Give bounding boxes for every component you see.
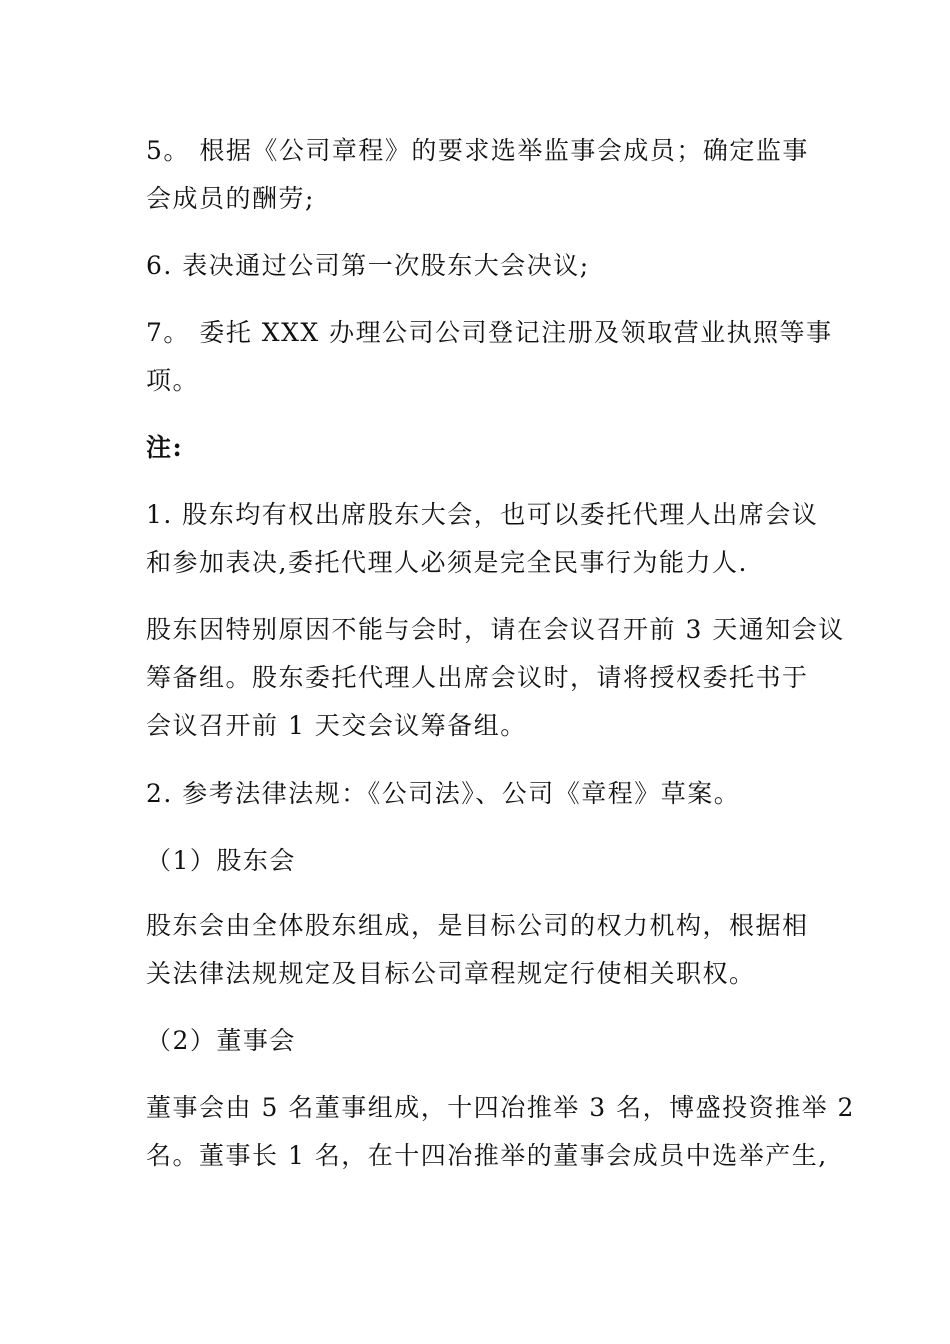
shareholders-meeting-paragraph: [146, 902, 809, 998]
shareholders-meeting-heading: [146, 837, 806, 885]
text-line: （1）股东会: [146, 846, 296, 875]
text-line: （2）董事会: [146, 1026, 296, 1055]
text-line: 项。: [146, 366, 200, 395]
text-line: 会成员的酬劳;: [146, 184, 315, 213]
text-line: 5。 根据《公司章程》的要求选举监事会成员；确定监事: [146, 136, 809, 165]
item-5-paragraph: [146, 127, 809, 223]
text-line: 股东因特别原因不能与会时，请在会议召开前 3 天通知会议: [146, 615, 845, 644]
item-6-paragraph: [146, 242, 806, 290]
text-line: 关法律法规规定及目标公司章程规定行使相关职权。: [146, 959, 756, 988]
note-heading: [146, 424, 806, 472]
text-line: 和参加表决,委托代理人必须是完全民事行为能力人.: [146, 548, 748, 577]
board-paragraph: [146, 1084, 855, 1180]
text-line: 股东会由全体股东组成，是目标公司的权力机构，根据相: [146, 911, 809, 940]
text-line: 6. 表决通过公司第一次股东大会决议;: [146, 251, 590, 280]
note-1-paragraph: [146, 491, 819, 587]
text-line: 2. 参考法律法规：《公司法》、公司《章程》草案。: [146, 779, 741, 808]
text-line: 注:: [146, 433, 184, 462]
item-7-paragraph: [146, 309, 833, 405]
text-line: 董事会由 5 名董事组成，十四冶推举 3 名，博盛投资推举 2: [146, 1093, 855, 1122]
text-line: 名。董事长 1 名，在十四冶推举的董事会成员中选举产生,: [146, 1141, 828, 1170]
text-line: 7。 委托 XXX 办理公司公司登记注册及领取营业执照等事: [146, 318, 833, 347]
note-1-detail-paragraph: [146, 606, 845, 750]
board-heading: [146, 1017, 806, 1065]
note-2-paragraph: [146, 770, 806, 818]
text-line: 1. 股东均有权出席股东大会，也可以委托代理人出席会议: [146, 500, 819, 529]
text-line: 筹备组。股东委托代理人出席会议时，请将授权委托书于: [146, 663, 809, 692]
text-line: 会议召开前 1 天交会议筹备组。: [146, 711, 527, 740]
